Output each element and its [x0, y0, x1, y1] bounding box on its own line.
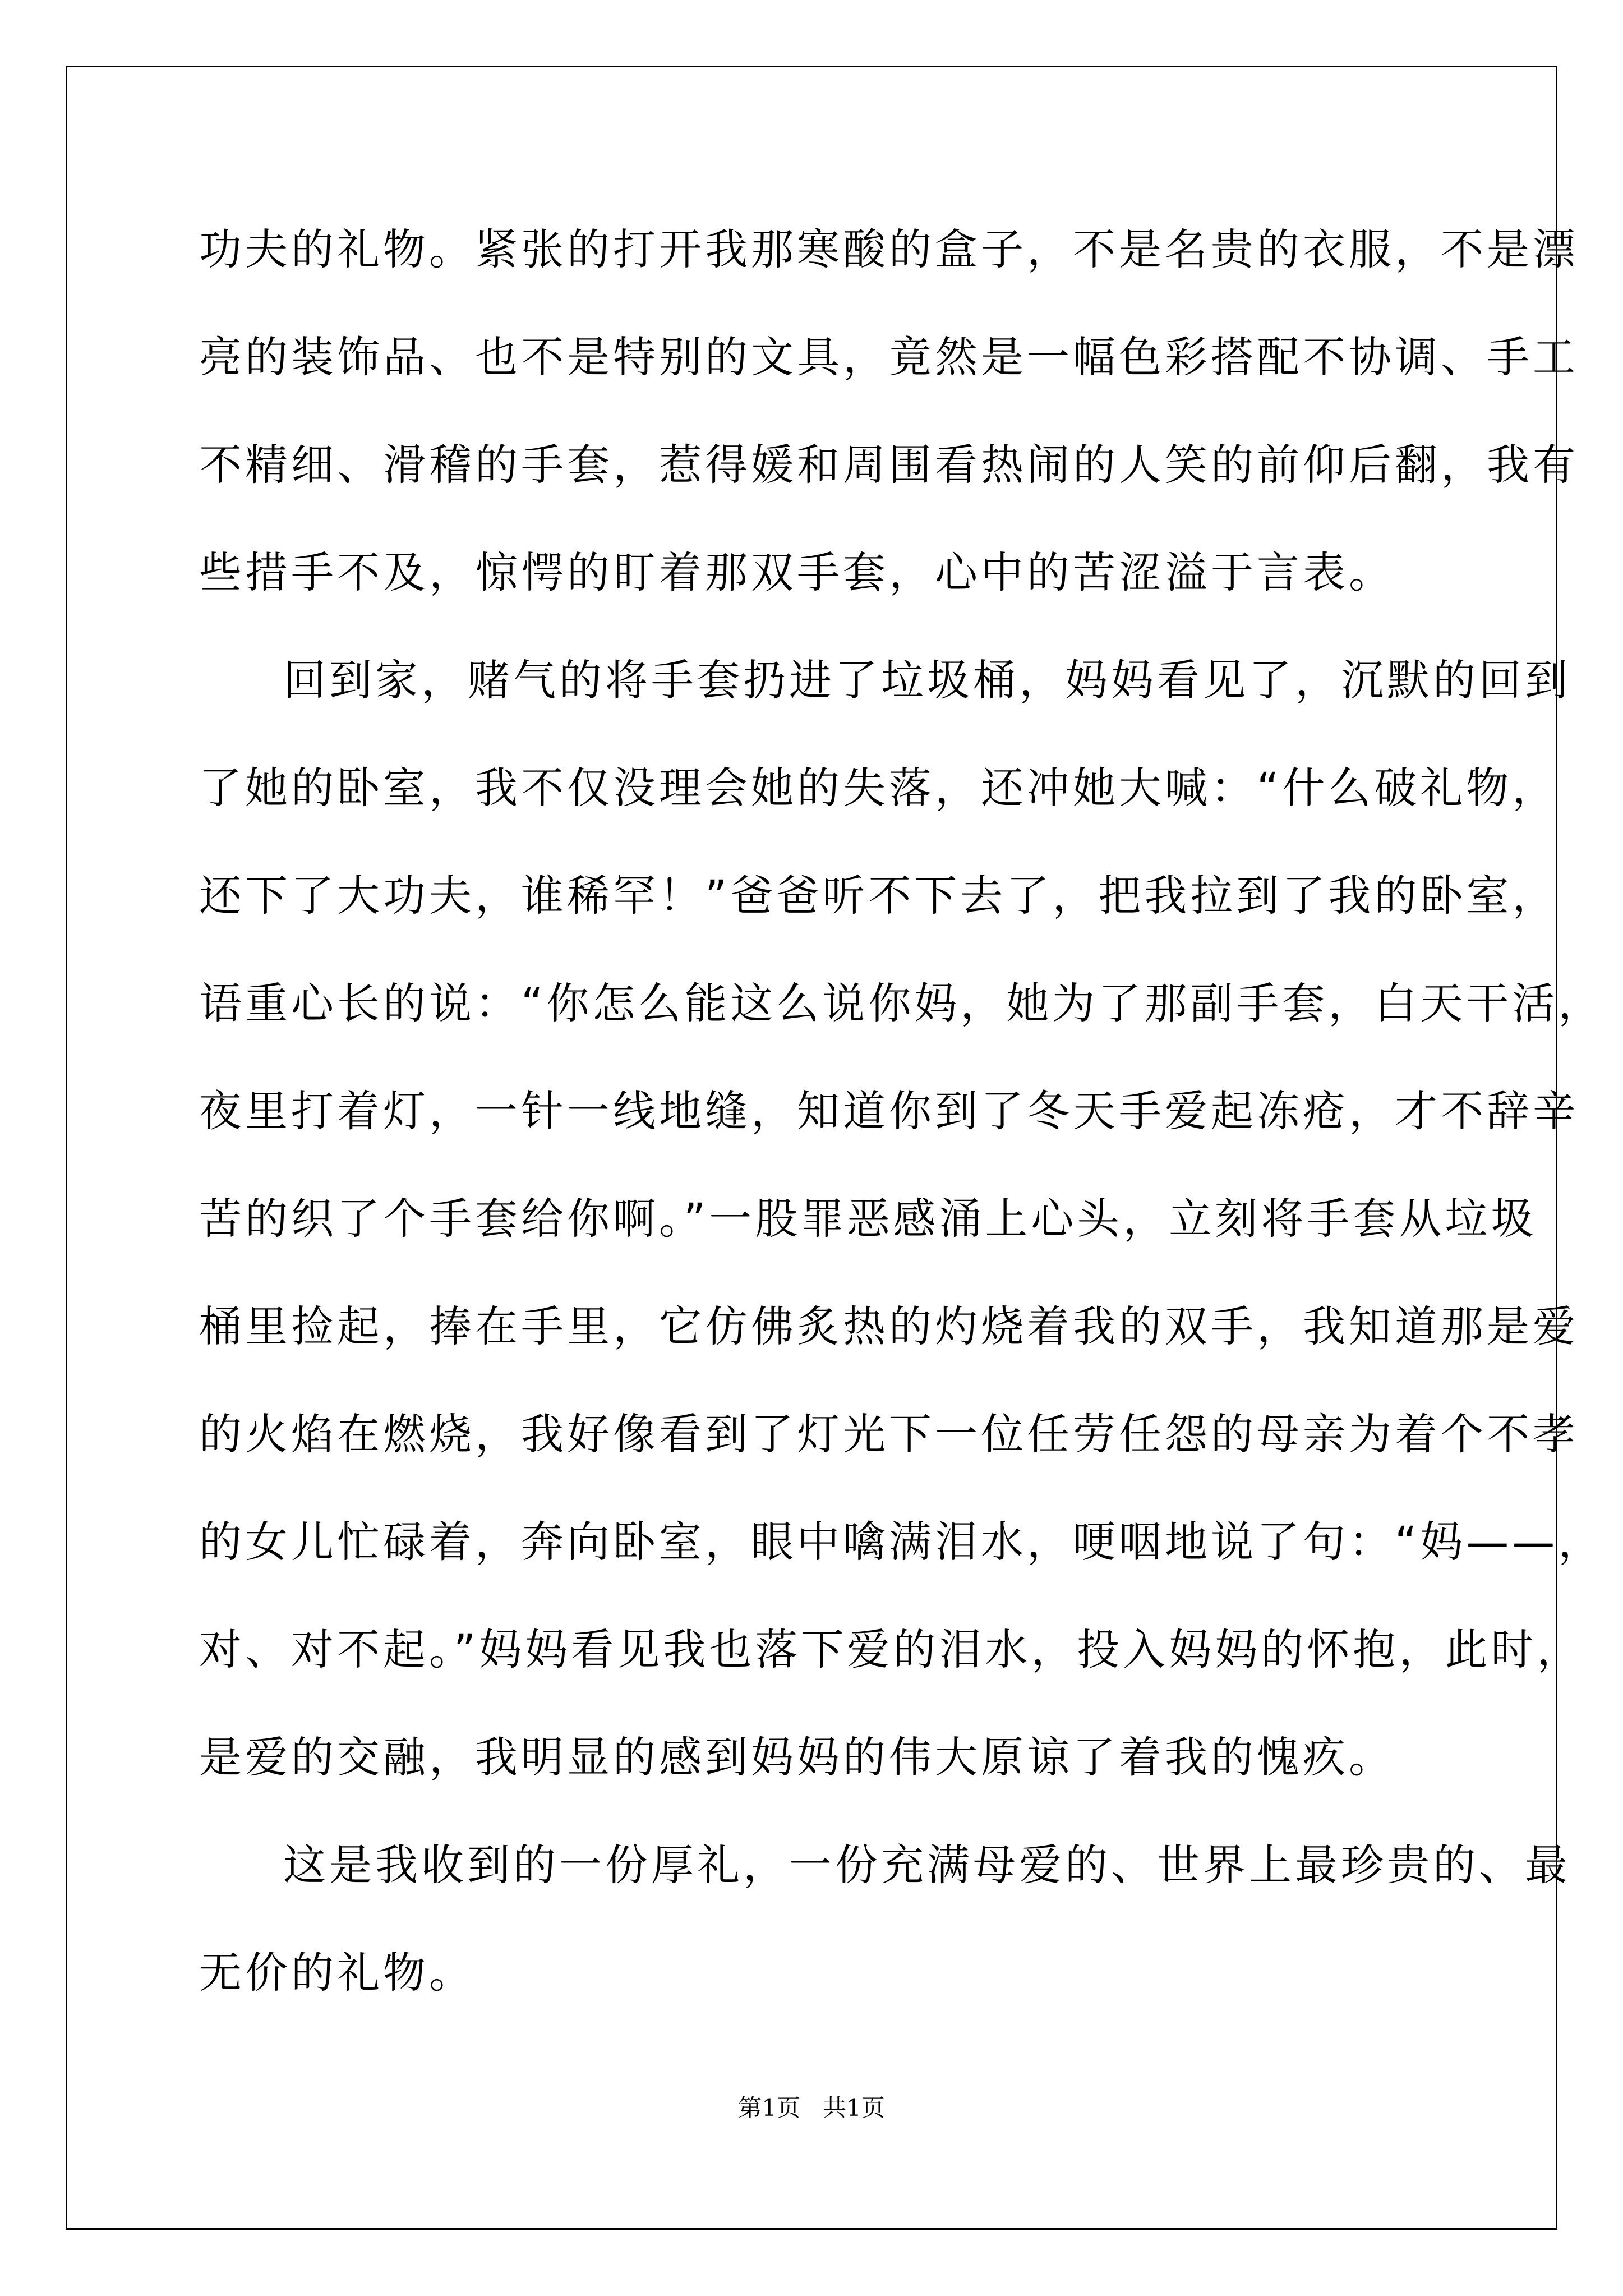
page-number-total: 共1页: [823, 2094, 885, 2122]
text-line: 这是我收到的一份厚礼，一份充满母爱的、世界上最珍贵的、最: [283, 1840, 1571, 1890]
text-line: 桶里捡起，捧在手里，它仿佛炙热的灼烧着我的双手，我知道那是爱: [199, 1301, 1579, 1351]
text-line: 苦的织了个手套给你啊。”一股罪恶感涌上心头，立刻将手套从垃圾: [199, 1194, 1537, 1244]
text-line: 回到家，赌气的将手套扔进了垃圾桶，妈妈看见了，沉默的回到: [283, 655, 1571, 705]
text-line: 语重心长的说：“你怎么能这么说你妈，她为了那副手套，白天干活，: [199, 978, 1604, 1028]
text-line: 的女儿忙碌着，奔向卧室，眼中噙满泪水，哽咽地说了句：“妈——，: [199, 1517, 1604, 1567]
text-line: 夜里打着灯，一针一线地缝，知道你到了冬天手爱起冻疮，才不辞辛: [199, 1086, 1579, 1136]
text-line: 功夫的礼物。紧张的打开我那寒酸的盒子，不是名贵的衣服，不是漂: [199, 224, 1579, 274]
text-line: 对、对不起。”妈妈看见我也落下爱的泪水，投入妈妈的怀抱，此时，: [199, 1625, 1583, 1674]
text-line: 还下了大功夫，谁稀罕！”爸爸听不下去了，把我拉到了我的卧室，: [199, 871, 1559, 921]
text-line: 了她的卧室，我不仅没理会她的失落，还冲她大喊：“什么破礼物，: [199, 763, 1559, 813]
page-number-current: 第1页: [738, 2094, 800, 2122]
text-line: 无价的礼物。: [199, 1948, 475, 1998]
page-footer: [0, 2091, 1623, 2125]
text-line: 些措手不及，惊愕的盯着那双手套，心中的苦涩溢于言表。: [199, 547, 1395, 597]
document-body: [199, 213, 1604, 2044]
text-line: 的火焰在燃烧，我好像看到了灯光下一位任劳任怨的母亲为着个不孝: [199, 1409, 1579, 1459]
text-line: 亮的装饰品、也不是特别的文具，竟然是一幅色彩搭配不协调、手工: [199, 332, 1579, 382]
text-line: 不精细、滑稽的手套，惹得媛和周围看热闹的人笑的前仰后翻，我有: [199, 440, 1579, 490]
text-line: 是爱的交融，我明显的感到妈妈的伟大原谅了着我的愧疚。: [199, 1732, 1395, 1782]
